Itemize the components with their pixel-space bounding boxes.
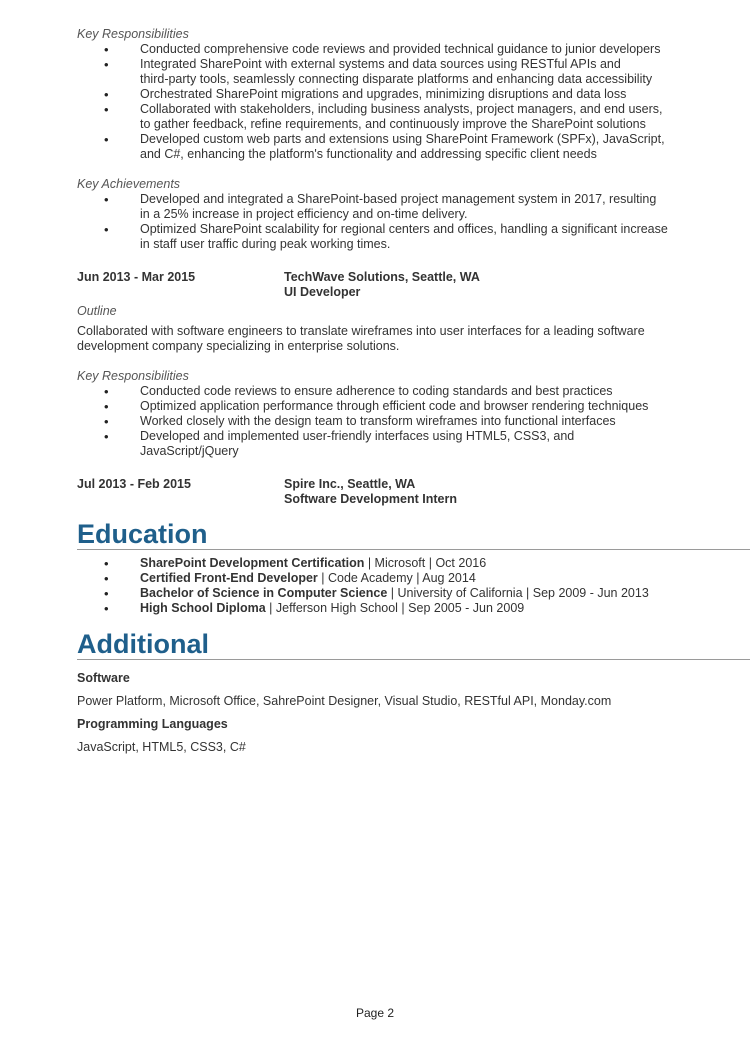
job-title: UI Developer [284,285,361,299]
key-responsibilities-heading: Key Responsibilities [77,369,189,383]
education-section-title: Education [77,519,750,550]
list-item [77,192,687,222]
list-item-text: Worked closely with the design team to transform wireframes into functional interfaces [140,414,616,428]
software-label: Software [77,671,130,685]
list-item-text: Conducted code reviews to ensure adherence to coding standards and best practices [140,384,613,398]
list-item [77,132,687,162]
responsibilities-list [77,42,687,162]
list-item-text: to gather feedback, refine requirements, and continuously improve the SharePoint solutions [140,117,646,131]
education-degree: SharePoint Development Certification [140,556,365,570]
bullet-icon: • [104,384,109,399]
list-item [77,87,687,102]
education-item [77,571,687,586]
bullet-icon: • [104,414,109,429]
list-item [77,414,687,429]
list-item-text: Developed custom web parts and extensions using SharePoint Framework (SPFx), JavaScript, [140,132,665,146]
page-number: Page 2 [355,1006,395,1020]
education-item [77,586,687,601]
bullet-icon: • [104,87,109,102]
list-item-text: in staff user traffic during peak working times. [140,237,391,251]
achievements-list [77,192,687,252]
education-details: | Microsoft | Oct 2016 [364,556,487,570]
outline-line: Collaborated with software engineers to translate wireframes into user interfaces for a leading software [77,324,645,338]
list-item-text: JavaScript/jQuery [140,444,239,458]
key-achievements-heading: Key Achievements [77,177,181,191]
job-header-techwave [77,270,687,285]
bullet-icon: • [104,222,109,237]
job-dates: Jun 2013 - Mar 2015 [77,270,196,284]
list-item-text: Developed and integrated a SharePoint-based project management system in 2017, resulting [140,192,657,206]
education-degree: High School Diploma [140,601,266,615]
bullet-icon: • [104,571,109,586]
list-item [77,399,687,414]
list-item [77,42,687,57]
education-details: | Jefferson High School | Sep 2005 - Jun 2009 [265,601,525,615]
software-value: Power Platform, Microsoft Office, SahrePoint Designer, Visual Studio, RESTful API, Monday.com [77,694,612,708]
list-item [77,429,687,459]
responsibilities-list [77,384,687,459]
job-header-spire [77,477,687,492]
list-item-text: Orchestrated SharePoint migrations and upgrades, minimizing disruptions and data loss [140,87,627,101]
outline-heading: Outline [77,304,117,318]
list-item-text: Developed and implemented user-friendly interfaces using HTML5, CSS3, and [140,429,575,443]
job-title-row [77,492,687,507]
education-list [77,556,687,616]
job-dates: Jul 2013 - Feb 2015 [77,477,191,491]
bullet-icon: • [104,57,109,72]
list-item [77,222,687,252]
job-company: Spire Inc., Seattle, WA [284,477,416,491]
bullet-icon: • [104,42,109,57]
list-item-text: in a 25% increase in project efficiency and on-time delivery. [140,207,468,221]
list-item-text: third-party tools, seamlessly connecting disparate platforms and enhancing data accessibility [140,72,653,86]
key-responsibilities-heading: Key Responsibilities [77,27,189,41]
bullet-icon: • [104,132,109,147]
education-details: | Code Academy | Aug 2014 [317,571,476,585]
list-item-text: Collaborated with stakeholders, including business analysts, project managers, and end users, [140,102,663,116]
list-item-text: Conducted comprehensive code reviews and provided technical guidance to junior developers [140,42,661,56]
list-item [77,384,687,399]
list-item-text: Integrated SharePoint with external systems and data sources using RESTful APIs and [140,57,621,71]
additional-section-title: Additional [77,629,750,660]
job-title: Software Development Intern [284,492,457,506]
bullet-icon: • [104,556,109,571]
list-item-text: Optimized application performance through efficient code and browser rendering techniques [140,399,649,413]
outline-paragraph [77,324,687,354]
bullet-icon: • [104,601,109,616]
education-item [77,601,687,616]
bullet-icon: • [104,429,109,444]
job-title-row [77,285,687,300]
list-item [77,57,687,87]
education-details: | University of California | Sep 2009 - Jun 2013 [387,586,649,600]
resume-page [77,27,687,755]
bullet-icon: • [104,586,109,601]
job-company: TechWave Solutions, Seattle, WA [284,270,480,284]
bullet-icon: • [104,192,109,207]
education-item [77,556,687,571]
education-degree: Certified Front-End Developer [140,571,318,585]
education-degree: Bachelor of Science in Computer Science [140,586,388,600]
languages-value: JavaScript, HTML5, CSS3, C# [77,740,246,754]
list-item [77,102,687,132]
list-item-text: Optimized SharePoint scalability for regional centers and offices, handling a significant increase [140,222,668,236]
list-item-text: and C#, enhancing the platform's functionality and addressing specific client needs [140,147,597,161]
outline-line: development company specializing in enterprise solutions. [77,339,400,353]
bullet-icon: • [104,102,109,117]
bullet-icon: • [104,399,109,414]
languages-label: Programming Languages [77,717,228,731]
